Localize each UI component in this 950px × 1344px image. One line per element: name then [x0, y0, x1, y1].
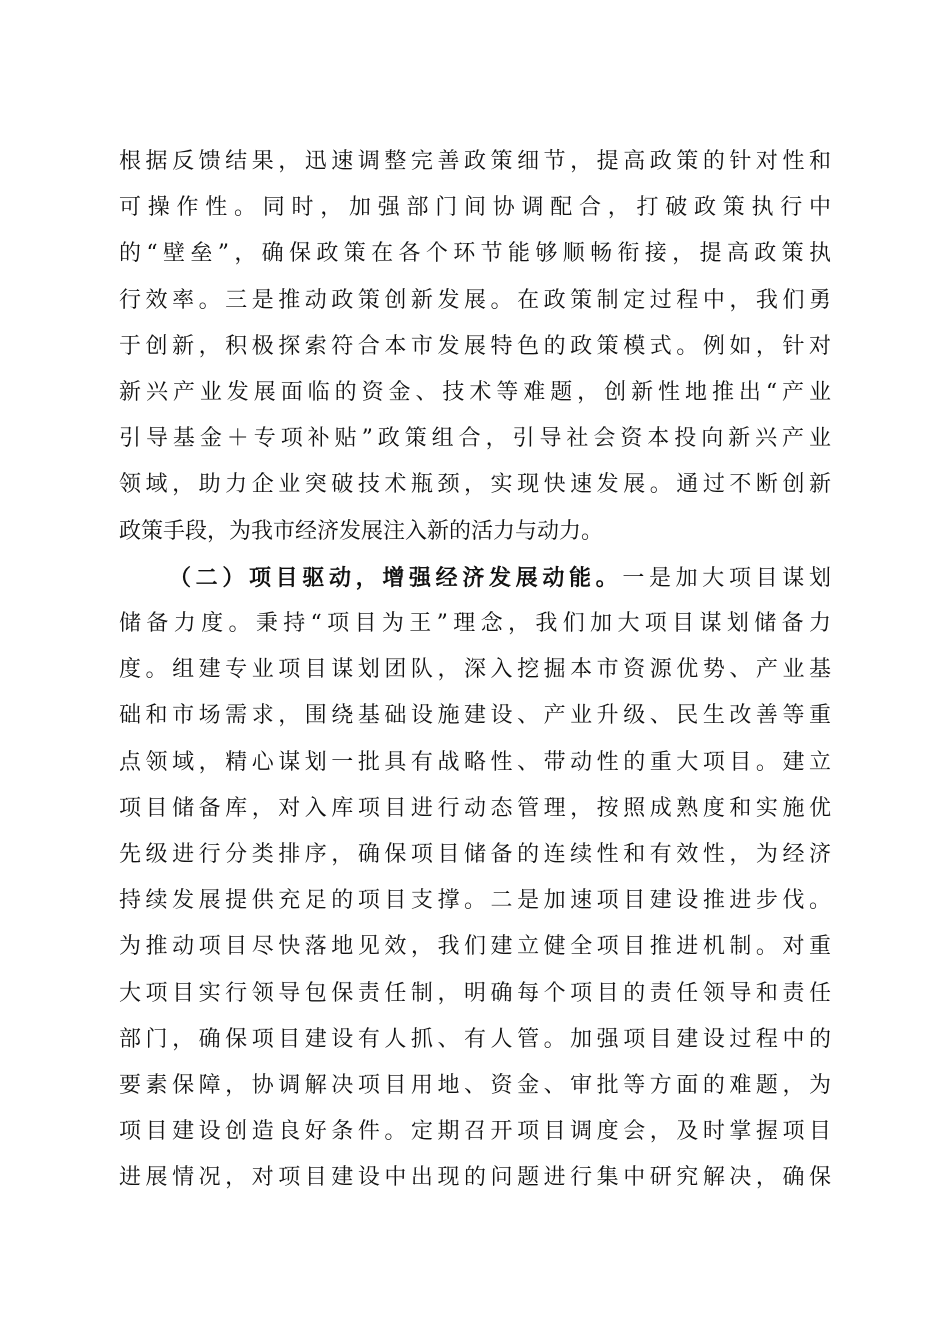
paragraph-1-line-6: 新兴产业发展面临的资金、技术等难题，创新性地推出“产业 [119, 380, 831, 405]
paragraph-1-line-2: 可操作性。同时，加强部门间协调配合，打破政策执行中 [119, 195, 831, 221]
paragraph-1-line-4: 行效率。三是推动政策创新发展。在政策制定过程中，我们勇 [119, 287, 831, 313]
paragraph-1-line-8: 领域，助力企业突破技术瓶颈，实现快速发展。通过不断创新 [119, 472, 831, 498]
paragraph-1-line-9: 政策手段，为我市经济发展注入新的活力与动力。 [119, 518, 604, 544]
paragraph-2-line-8: 持续发展提供充足的项目支撑。二是加速项目建设推进步伐。 [119, 888, 831, 914]
paragraph-2-line-1 [169, 563, 831, 594]
paragraph-1-line-7: 引导基金＋专项补贴”政策组合，引导社会资本投向新兴产业 [119, 426, 831, 452]
paragraph-2-line-3: 度。组建专业项目谋划团队，深入挖掘本市资源优势、产业基 [119, 657, 831, 683]
paragraph-1-line-3: 的“壁垒”，确保政策在各个环节能够顺畅衔接，提高政策执 [119, 241, 831, 267]
paragraph-2-line-1-rest: 一是加大项目谋划 [622, 565, 831, 591]
paragraph-2-line-13: 项目建设创造良好条件。定期召开项目调度会，及时掌握项目 [119, 1119, 831, 1145]
paragraph-2-line-10: 大项目实行领导包保责任制，明确每个项目的责任领导和责任 [119, 980, 831, 1006]
paragraph-2-line-5: 点领域，精心谋划一批具有战略性、带动性的重大项目。建立 [119, 749, 831, 775]
section-heading: （二）项目驱动，增强经济发展动能。 [169, 564, 623, 591]
paragraph-2-line-14: 进展情况，对项目建设中出现的问题进行集中研究解决，确保 [119, 1165, 831, 1191]
paragraph-1-line-5: 于创新，积极探索符合本市发展特色的政策模式。例如，针对 [119, 333, 831, 359]
paragraph-2-line-2: 储备力度。秉持“项目为王”理念，我们加大项目谋划储备力 [119, 611, 831, 636]
paragraph-2-line-11: 部门，确保项目建设有人抓、有人管。加强项目建设过程中的 [119, 1026, 831, 1052]
paragraph-2-line-12: 要素保障，协调解决项目用地、资金、审批等方面的难题，为 [119, 1073, 831, 1098]
paragraph-2-line-9: 为推动项目尽快落地见效，我们建立健全项目推进机制。对重 [119, 934, 831, 960]
paragraph-1-line-1: 根据反馈结果，迅速调整完善政策细节，提高政策的针对性和 [119, 149, 831, 174]
paragraph-2-line-4: 础和市场需求，围绕基础设施建设、产业升级、民生改善等重 [119, 703, 831, 729]
paragraph-2-line-7: 先级进行分类排序，确保项目储备的连续性和有效性，为经济 [119, 842, 831, 867]
paragraph-2-line-6: 项目储备库，对入库项目进行动态管理，按照成熟度和实施优 [119, 795, 831, 821]
